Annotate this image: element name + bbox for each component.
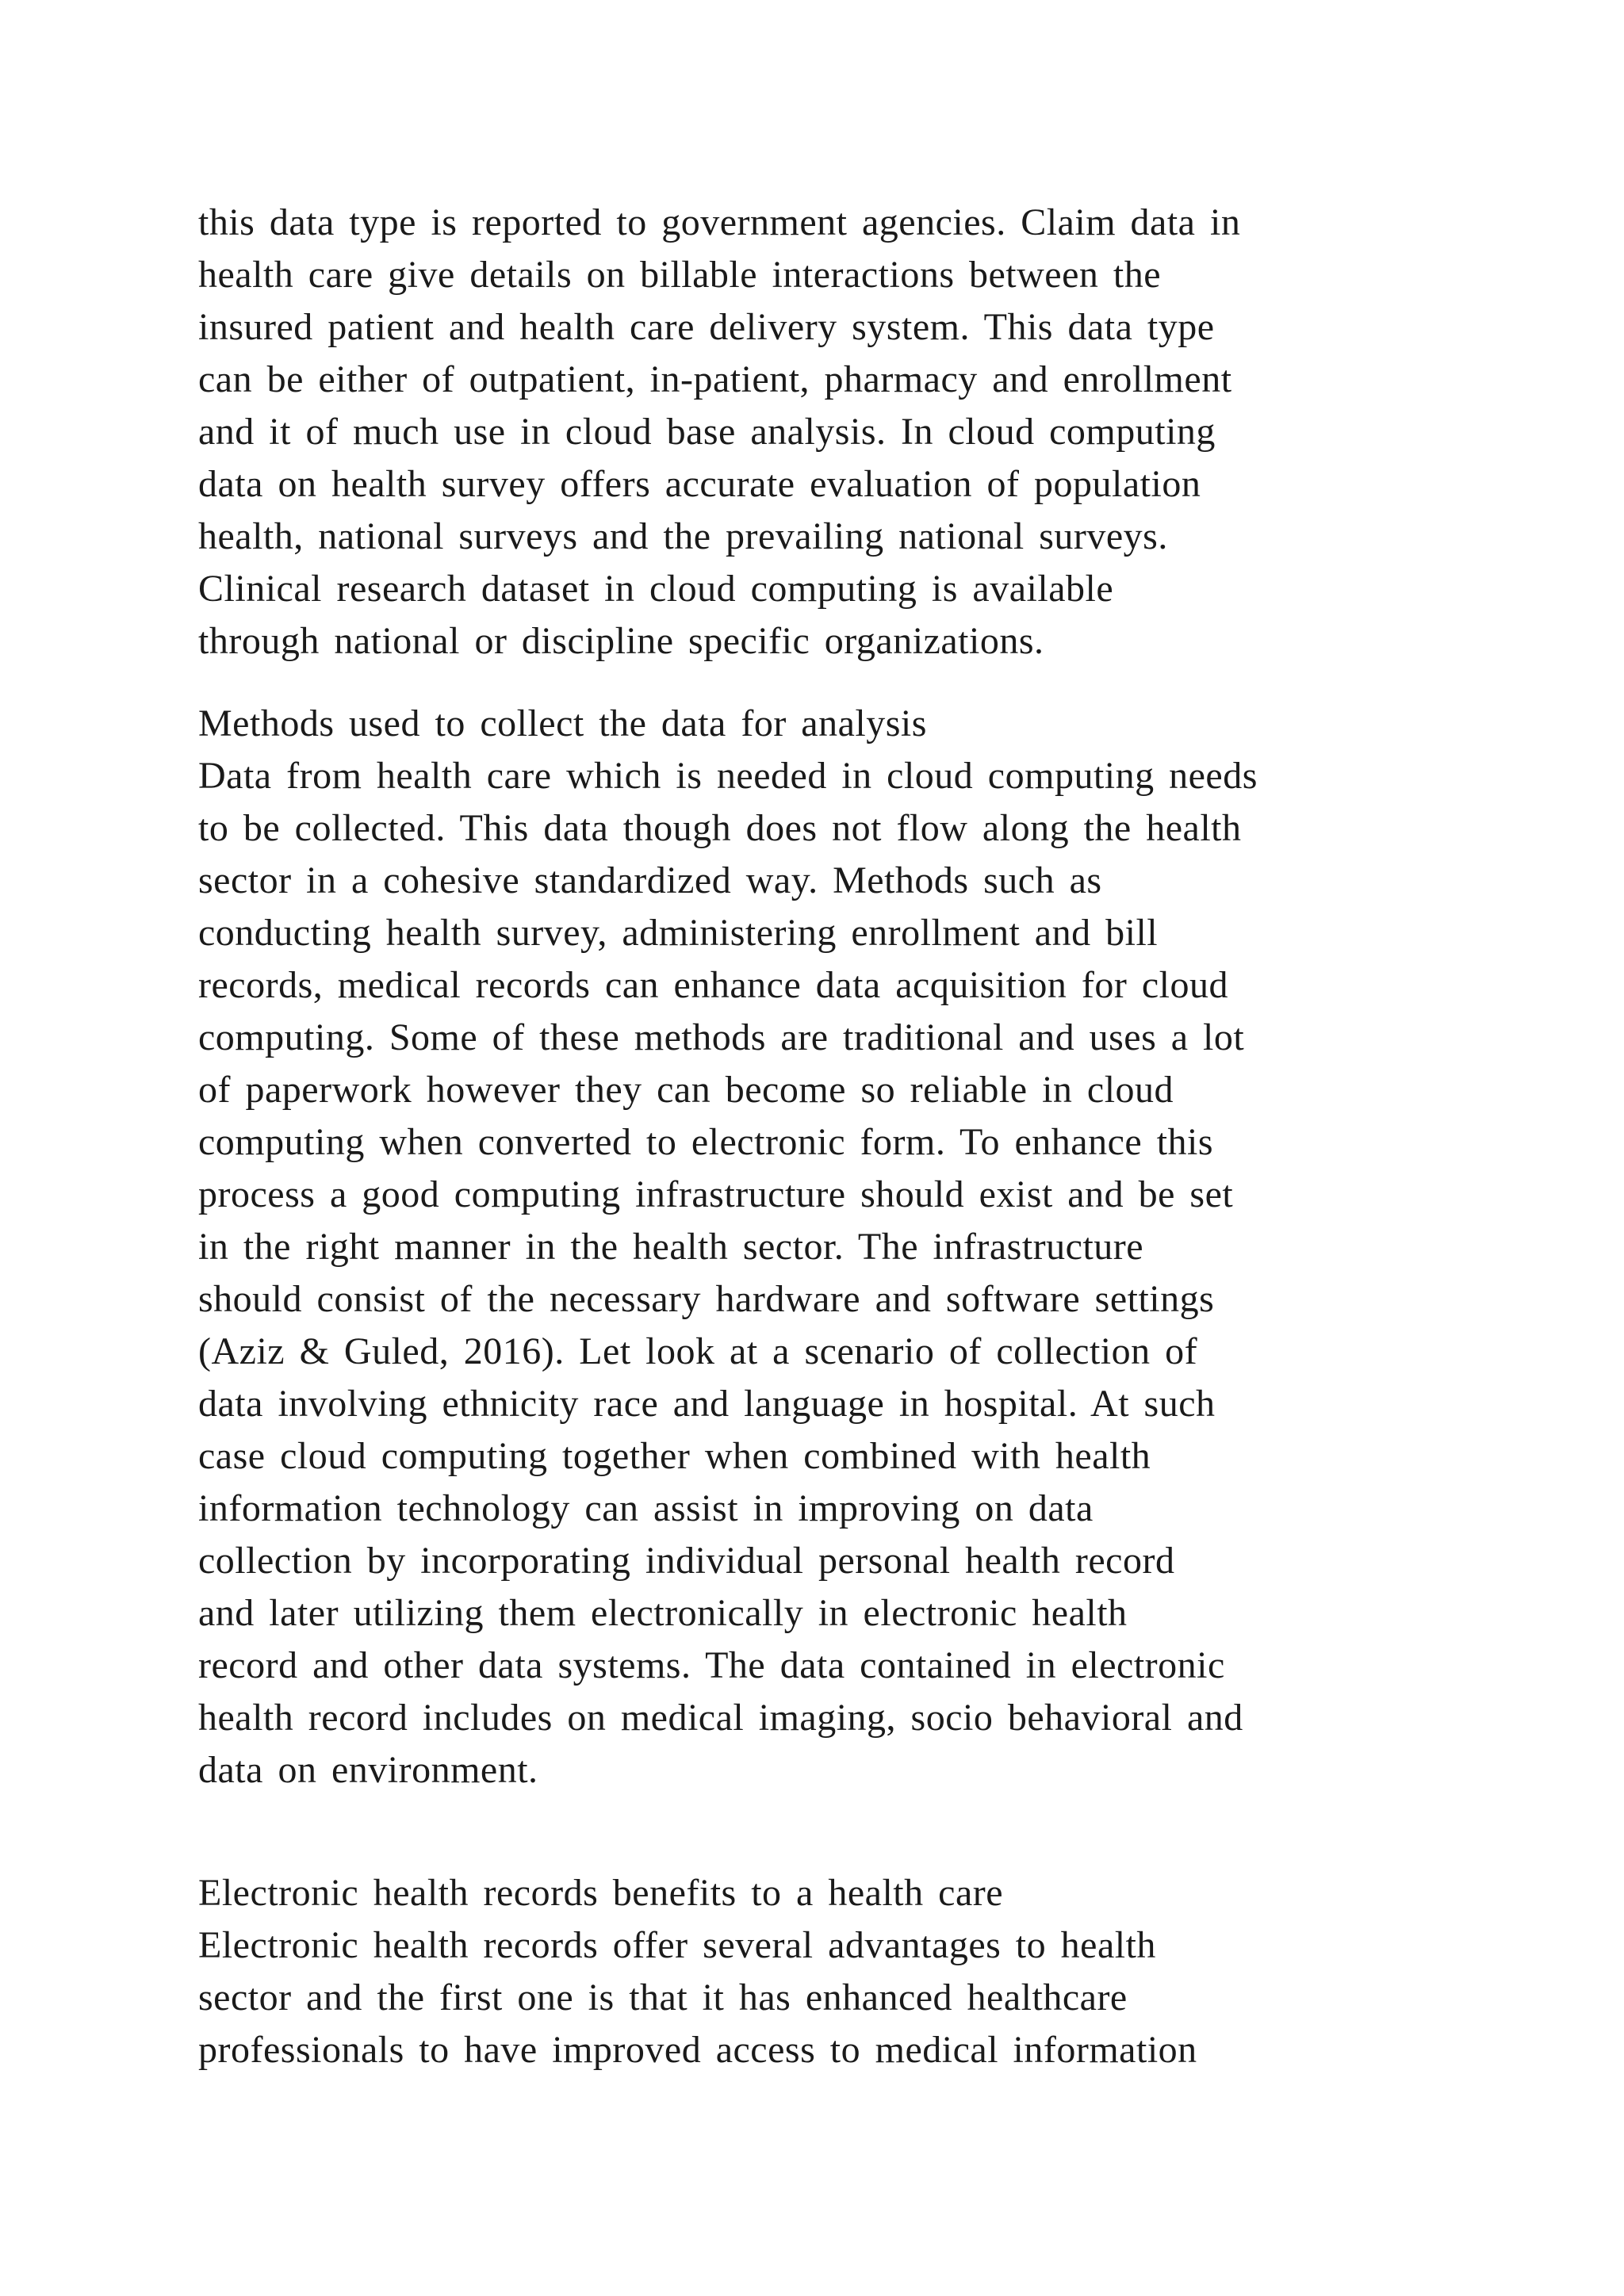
section-heading-ehr-benefits: Electronic health records benefits to a health care <box>198 1872 1004 1914</box>
paragraph-line: sector in a cohesive standardized way. Methods such as <box>198 859 1102 901</box>
paragraph-line: data on health survey offers accurate evaluation of population <box>198 463 1201 505</box>
paragraph-line: to be collected. This data though does not flow along the health <box>198 807 1242 849</box>
section-methods <box>198 698 1483 1797</box>
paragraph-1 <box>198 197 1483 668</box>
paragraph-line: data involving ethnicity race and language in hospital. At such <box>198 1383 1216 1425</box>
paragraph-line: computing when converted to electronic form. To enhance this <box>198 1121 1214 1163</box>
paragraph-line: in the right manner in the health sector. The infrastructure <box>198 1226 1144 1268</box>
paragraph-line: health care give details on billable interactions between the <box>198 254 1162 296</box>
paragraph-line: computing. Some of these methods are traditional and uses a lot <box>198 1016 1245 1058</box>
paragraph-line: record and other data systems. The data contained in electronic <box>198 1644 1225 1686</box>
paragraph-line: collection by incorporating individual personal health record <box>198 1540 1175 1582</box>
paragraph-line: health record includes on medical imaging, socio behavioral and <box>198 1697 1243 1739</box>
paragraph-line: process a good computing infrastructure should exist and be set <box>198 1173 1234 1215</box>
paragraph-line: this data type is reported to government agencies. Claim data in <box>198 201 1241 243</box>
paragraph-line: through national or discipline specific organizations. <box>198 620 1044 662</box>
paragraph-line: Clinical research dataset in cloud computing is available <box>198 568 1114 610</box>
paragraph-line: and later utilizing them electronically in electronic health <box>198 1592 1128 1634</box>
paragraph-line: can be either of outpatient, in-patient, pharmacy and enrollment <box>198 358 1232 400</box>
paragraph-line: information technology can assist in improving on data <box>198 1487 1094 1529</box>
paragraph-line: health, national surveys and the prevailing national surveys. <box>198 515 1168 557</box>
paragraph-line: conducting health survey, administering enrollment and bill <box>198 912 1159 954</box>
paragraph-line: (Aziz & Guled, 2016). Let look at a scenario of collection of <box>198 1330 1198 1372</box>
paragraph-line: data on environment. <box>198 1749 538 1791</box>
paragraph-line: of paperwork however they can become so reliable in cloud <box>198 1069 1174 1111</box>
section-heading-methods: Methods used to collect the data for analysis <box>198 702 927 744</box>
section-ehr-benefits <box>198 1867 1483 2076</box>
paragraph-line: records, medical records can enhance data acquisition for cloud <box>198 964 1228 1006</box>
paragraph-line: Data from health care which is needed in cloud computing needs <box>198 755 1258 797</box>
paragraph-line: case cloud computing together when combined with health <box>198 1435 1151 1477</box>
paragraph-line: and it of much use in cloud base analysis. In cloud computing <box>198 411 1216 453</box>
paragraph-line: professionals to have improved access to medical information <box>198 2029 1197 2071</box>
paragraph-line: sector and the first one is that it has enhanced healthcare <box>198 1976 1128 2019</box>
paragraph-line: insured patient and health care delivery system. This data type <box>198 306 1215 348</box>
paragraph-line: should consist of the necessary hardware and software settings <box>198 1278 1215 1320</box>
paragraph-line: Electronic health records offer several advantages to health <box>198 1924 1156 1966</box>
